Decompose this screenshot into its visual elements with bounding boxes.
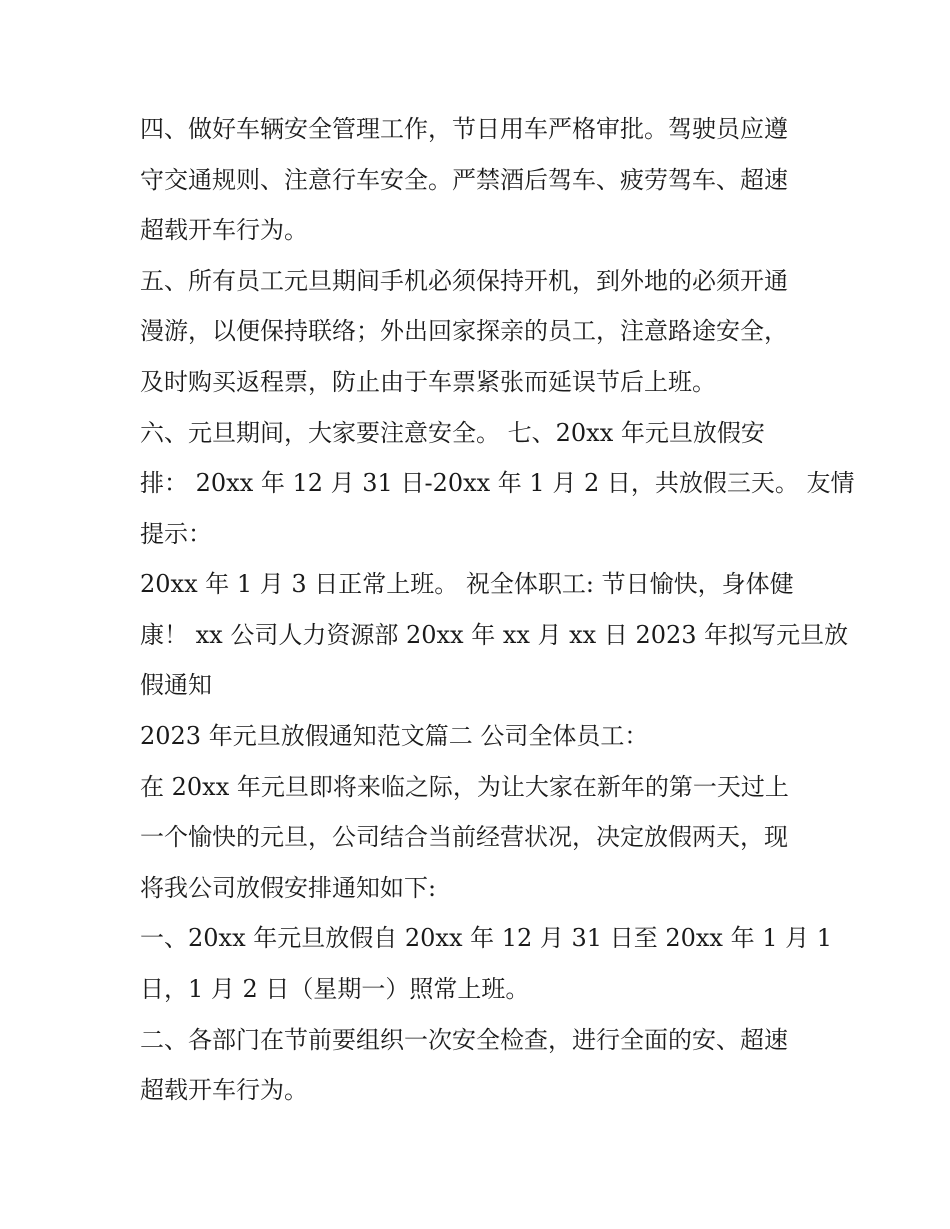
text-line: 一个愉快的元旦，公司结合当前经营状况，决定放假两天，现 <box>140 823 788 851</box>
text-line: 20xx 年 1 月 3 日正常上班。 祝全体职工: 节日愉快，身体健 <box>140 570 794 598</box>
text-line: 康！ xx 公司人力资源部 20xx 年 xx 月 xx 日 2023 年拟写元旦放 <box>140 621 849 649</box>
text-line: 2023 年元旦放假通知范文篇二 公司全体员工： <box>140 722 649 750</box>
text-line: 排： 20xx 年 12 月 31 日-20xx 年 1 月 2 日，共放假三天。 友情 <box>140 469 855 497</box>
text-line: 假通知 <box>140 671 212 699</box>
text-line: 日，1 月 2 日（星期一）照常上班。 <box>140 975 530 1003</box>
text-line: 将我公司放假安排通知如下: <box>140 874 437 902</box>
text-line: 漫游，以便保持联络；外出回家探亲的员工，注意路途安全， <box>140 317 788 345</box>
text-line: 提示： <box>140 520 212 548</box>
text-line: 在 20xx 年元旦即将来临之际，为让大家在新年的第一天过上 <box>140 773 789 801</box>
text-line: 二、各部门在节前要组织一次安全检查，进行全面的安、超速 <box>140 1026 788 1054</box>
text-line: 六、元旦期间，大家要注意安全。 七、20xx 年元旦放假安 <box>140 419 765 447</box>
text-line: 超载开车行为。 <box>140 216 308 244</box>
text-line: 四、做好车辆安全管理工作，节日用车严格审批。驾驶员应遵 <box>140 115 788 143</box>
text-line: 守交通规则、注意行车安全。严禁酒后驾车、疲劳驾车、超速 <box>140 166 788 194</box>
text-line: 及时购买返程票，防止由于车票紧张而延误节后上班。 <box>140 368 716 396</box>
text-line: 五、所有员工元旦期间手机必须保持开机，到外地的必须开通 <box>140 267 788 295</box>
text-line: 超载开车行为。 <box>140 1076 308 1104</box>
text-line: 一、20xx 年元旦放假自 20xx 年 12 月 31 日至 20xx 年 1 月 1 <box>140 924 832 952</box>
